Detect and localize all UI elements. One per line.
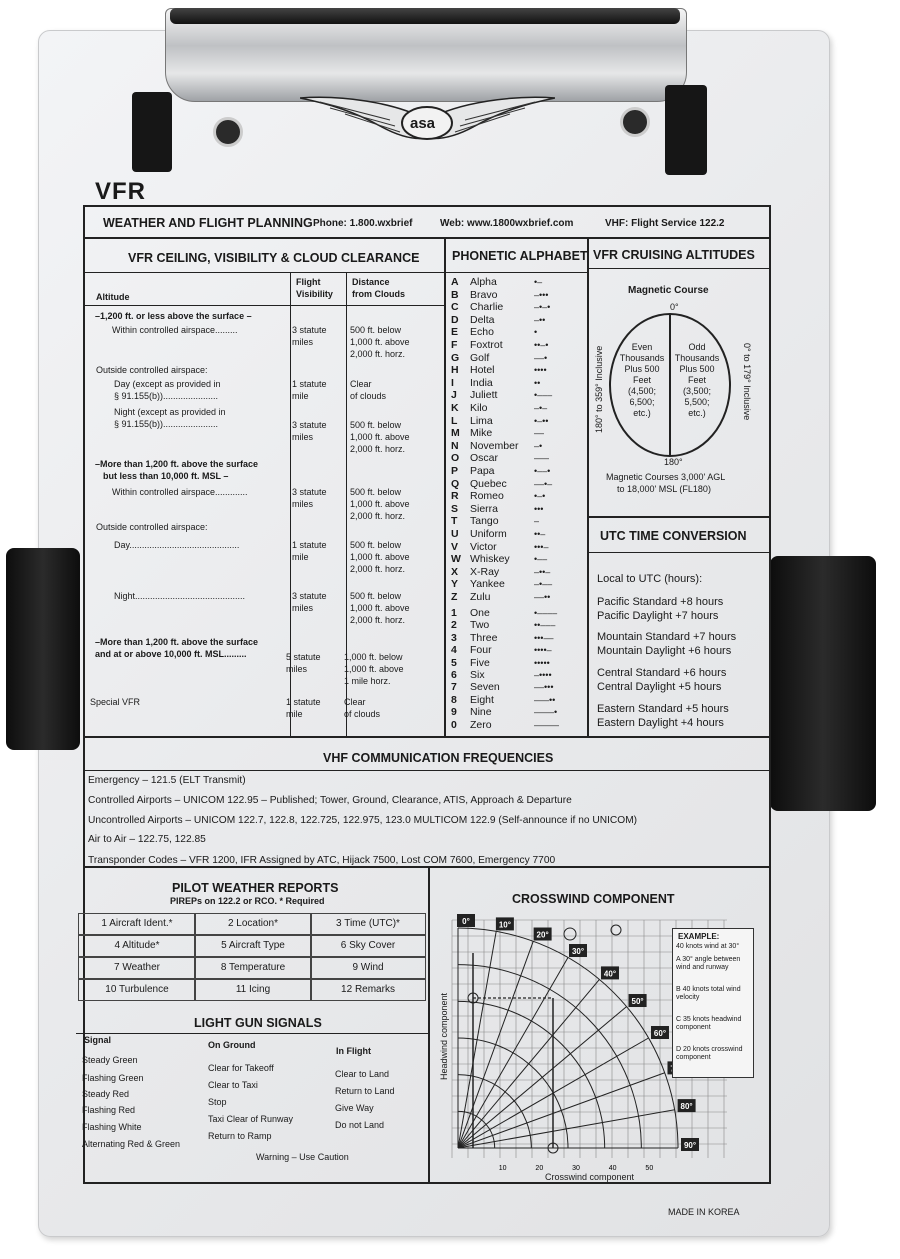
ceiling-r1-b1: Day (except as provided in: [114, 379, 221, 389]
phonetic-word: Foxtrot: [470, 339, 503, 351]
morse-code: ••••–: [534, 645, 552, 656]
angle-label: 20°: [536, 930, 549, 940]
ceiling-r1-b2-d3: 2,000 ft. horz.: [350, 444, 406, 454]
pirep-sub: PIREPs on 122.2 or RCO. * Required: [170, 896, 325, 906]
example-item: A 30° angle between wind and runway: [676, 956, 741, 971]
odd-line: Plus 500: [679, 364, 715, 374]
morse-code: –•––: [534, 579, 553, 590]
phonetic-letter: U: [451, 528, 459, 540]
utc-heading: UTC TIME CONVERSION: [600, 529, 747, 543]
angle-label: 60°: [653, 1029, 667, 1038]
phonetic-letter: B: [451, 288, 459, 301]
phonetic-letter: L: [451, 414, 458, 427]
phonetic-word: Yankee: [470, 578, 505, 591]
signal-name: Flashing White: [82, 1122, 142, 1132]
ceiling-r2-a: Within controlled airspace.............: [112, 487, 248, 497]
odd-line: 5,500;: [684, 397, 710, 407]
utc-line: Central Standard +6 hours: [597, 667, 727, 679]
phonetic-number: 3: [451, 631, 457, 644]
x-tick-label: 20: [535, 1165, 544, 1172]
ceiling-r2-b2-d2: 1,000 ft. above: [350, 603, 410, 613]
phonetic-number: 7: [451, 681, 457, 694]
phonetic-letter: E: [451, 326, 459, 339]
morse-code: ••–––: [534, 620, 556, 631]
made-in-label: MADE IN KOREA: [668, 1207, 740, 1217]
phonetic-word: X-Ray: [470, 565, 500, 578]
pirep-cell: 7 Weather: [78, 957, 196, 979]
phonetic-number: 4: [451, 644, 457, 657]
ceiling-r2-b1-d1: 500 ft. below: [350, 540, 402, 550]
left-strap: [6, 548, 80, 750]
morse-code: –––••: [534, 694, 556, 705]
phonetic-heading: PHONETIC ALPHABET: [452, 249, 588, 263]
utc-line: Central Daylight +5 hours: [597, 681, 722, 693]
ceiling-r2-a-vis: 3 statute: [292, 487, 327, 497]
phonetic-word: Whiskey: [470, 553, 510, 566]
phonetic-word: Lima: [470, 414, 493, 427]
ceiling-r2-b1-d3: 2,000 ft. horz.: [350, 564, 406, 574]
ceiling-r2-title2: but less than 10,000 ft. MSL –: [103, 471, 229, 481]
phonetic-word: Golf: [470, 351, 490, 364]
ceiling-r2-b2: Night............................................: [114, 591, 246, 601]
ceiling-r1-b1-vis2: mile: [292, 391, 309, 401]
clip-handle-right[interactable]: [665, 85, 707, 175]
phonetic-number: 8: [451, 693, 457, 706]
ceiling-r1-title: –1,200 ft. or less above the surface –: [95, 311, 252, 321]
example-marker-b: [611, 925, 621, 935]
deg-0-label: 0°: [670, 302, 679, 312]
pirep-cell: 9 Wind: [310, 957, 426, 979]
even-line: Even: [631, 342, 653, 352]
flight-action: Return to Land: [335, 1086, 395, 1096]
cruising-circle: [605, 310, 735, 460]
morse-code: –•–•: [534, 302, 551, 313]
phonetic-letter: C: [451, 301, 459, 314]
col-flight: Flight: [296, 277, 321, 287]
example-sub: 40 knots wind at 30°: [676, 943, 740, 950]
ceiling-r2-a-d3: 2,000 ft. horz.: [350, 511, 406, 521]
header-heading: WEATHER AND FLIGHT PLANNING: [103, 216, 313, 230]
col-visibility: Visibility: [296, 289, 333, 299]
morse-code: –•: [534, 440, 543, 451]
phonetic-number: 5: [451, 656, 457, 669]
phonetic-word: Papa: [470, 465, 495, 477]
pirep-cell: 2 Location*: [194, 913, 312, 935]
angle-label: 30°: [571, 947, 585, 957]
ceiling-r3-title2: and at or above 10,000 ft. MSL.........: [95, 649, 247, 659]
pirep-cell: 4 Altitude*: [78, 935, 196, 957]
phonetic-number: 9: [451, 706, 457, 719]
ceiling-r1-a-d3: 2,000 ft. horz.: [350, 349, 406, 359]
ceiling-r1-b1-ref: § 91.155(b))......................: [114, 391, 219, 401]
morse-code: ––––•: [534, 707, 558, 718]
cruising-heading: VFR CRUISING ALTITUDES: [593, 248, 755, 262]
ceiling-r1-a-vis2: miles: [292, 337, 314, 347]
lightgun-col-ground: On Ground: [208, 1040, 256, 1050]
ceiling-r3-d3: 1 mile horz.: [344, 676, 391, 686]
header-phone: Phone: 1.800.wxbrief: [313, 218, 413, 229]
x-tick-label: 10: [498, 1165, 507, 1172]
phonetic-letter: W: [451, 553, 461, 566]
pirep-cell: 8 Temperature: [194, 957, 312, 979]
even-line: Plus 500: [624, 364, 660, 374]
pirep-heading: PILOT WEATHER REPORTS: [172, 881, 339, 895]
utc-line: Eastern Daylight +4 hours: [597, 717, 724, 729]
morse-code: –••: [534, 314, 546, 325]
ceiling-r2-a-vis2: miles: [292, 499, 314, 509]
even-line: 6,500;: [629, 397, 655, 407]
morse-code: ••••: [534, 365, 547, 376]
ceiling-r1-b2-vis2: miles: [292, 432, 314, 442]
phonetic-word: Sierra: [470, 502, 499, 515]
signal-name: Alternating Red & Green: [82, 1139, 181, 1149]
phonetic-word: Echo: [470, 326, 494, 339]
ceiling-r2-b2-d1: 500 ft. below: [350, 591, 402, 601]
signal-name: Steady Green: [82, 1055, 138, 1065]
morse-code: ––•••: [534, 682, 554, 693]
vhf-line: Transponder Codes – VFR 1200, IFR Assigned by ATC, Hijack 7500, Lost COM 7600, Emergency 7700: [88, 855, 556, 866]
right-strap: [770, 556, 876, 811]
ceiling-r2-b2-vis2: miles: [292, 603, 314, 613]
ceiling-r1-b1-d2: of clouds: [350, 391, 387, 401]
vhf-line: Emergency – 121.5 (ELT Transmit): [88, 775, 246, 786]
ceiling-r2-b1-vis2: mile: [292, 552, 309, 562]
vhf-line: Controlled Airports – UNICOM 122.95 – Published; Tower, Ground, Clearance, ATIS, Approach & Departure: [88, 795, 572, 806]
pirep-cell: 5 Aircraft Type: [194, 935, 312, 957]
signal-name: Steady Red: [82, 1089, 130, 1099]
ceiling-r4-title: Special VFR: [90, 697, 141, 707]
morse-code: •––: [534, 554, 548, 565]
utc-line: Mountain Daylight +6 hours: [597, 645, 732, 657]
phonetic-letter: N: [451, 439, 459, 452]
ceiling-r1-b2: Night (except as provided in: [114, 407, 226, 417]
morse-code: ••: [534, 377, 541, 388]
ceiling-r2-a-d2: 1,000 ft. above: [350, 499, 410, 509]
phonetic-letter: I: [451, 376, 454, 389]
phonetic-word: Six: [470, 669, 485, 681]
phonetic-word: Charlie: [470, 301, 504, 314]
clip-hole-left: [213, 117, 243, 147]
col-from-clouds: from Clouds: [352, 289, 405, 299]
vhf-heading: VHF COMMUNICATION FREQUENCIES: [323, 751, 554, 765]
phonetic-number: 0: [451, 718, 457, 731]
morse-code: ––••: [534, 592, 551, 602]
asa-logo-text: asa: [410, 115, 436, 132]
example-marker-a: [564, 928, 576, 940]
col-altitude: Altitude: [96, 292, 130, 302]
ceiling-r3-vis2: miles: [286, 664, 308, 674]
phonetic-number: 1: [451, 607, 457, 619]
lightgun-col-signal: Signal: [84, 1035, 112, 1045]
odd-line: etc.): [688, 408, 706, 418]
ceiling-r1-a-vis: 3 statute: [292, 325, 327, 335]
ceiling-r1-b2-ref: § 91.155(b))......................: [114, 419, 219, 429]
morse-code: ––•: [534, 352, 548, 363]
clip-bar: [170, 8, 680, 24]
morse-code: ––•–: [534, 478, 553, 489]
morse-code: •–: [534, 277, 543, 287]
ceiling-r2-b1: Day............................................: [114, 540, 240, 550]
ceiling-r1-b1-vis: 1 statute: [292, 379, 327, 389]
morse-code: ••–: [534, 529, 546, 539]
angle-label: 80°: [680, 1102, 693, 1112]
even-line: Thousands: [619, 353, 665, 363]
vhf-line: Air to Air – 122.75, 122.85: [88, 834, 206, 845]
signal-name: Flashing Green: [82, 1073, 144, 1083]
odd-line: Feet: [687, 375, 706, 385]
phonetic-word: Victor: [470, 540, 497, 553]
even-line: (4,500;: [627, 386, 657, 396]
even-line: Feet: [632, 375, 651, 385]
phonetic-word: India: [470, 376, 493, 389]
phonetic-letter: Y: [451, 578, 459, 591]
ceiling-r4-d1: Clear: [344, 697, 366, 707]
phonetic-letter: O: [451, 452, 460, 465]
ceiling-r3-d1: 1,000 ft. below: [344, 652, 403, 662]
magnetic-course-label: Magnetic Course: [628, 285, 709, 296]
phonetic-letter: F: [451, 339, 458, 351]
crosswind-xlabel: Crosswind component: [545, 1172, 635, 1182]
phonetic-word: Zulu: [470, 591, 491, 603]
ceiling-r1-a-d1: 500 ft. below: [350, 325, 402, 335]
phonetic-letter: R: [451, 490, 459, 503]
phonetic-word: Oscar: [470, 452, 499, 465]
phonetic-letter: P: [451, 465, 459, 477]
ceiling-r3-d2: 1,000 ft. above: [344, 664, 404, 674]
morse-code: •–••: [534, 415, 549, 426]
phonetic-number: 2: [451, 619, 457, 632]
ground-action: Clear to Taxi: [208, 1080, 258, 1090]
ceiling-r2-title: –More than 1,200 ft. above the surface: [95, 459, 259, 469]
ceiling-r2-b1-d2: 1,000 ft. above: [350, 552, 410, 562]
phonetic-letter: X: [451, 565, 459, 578]
phonetic-word: Quebec: [470, 477, 507, 490]
phonetic-letter: Q: [451, 477, 460, 490]
phonetic-letter: A: [451, 276, 459, 288]
example-title: EXAMPLE:: [678, 932, 720, 941]
phonetic-word: Mike: [470, 427, 493, 440]
utc-intro: Local to UTC (hours):: [597, 573, 703, 585]
utc-line: Pacific Standard +8 hours: [597, 596, 724, 608]
phonetic-word: Four: [470, 644, 492, 657]
pirep-cell: 10 Turbulence: [78, 979, 196, 1001]
header-vhf: VHF: Flight Service 122.2: [605, 218, 725, 229]
phonetic-letter: K: [451, 402, 459, 414]
ceiling-r2-a-d1: 500 ft. below: [350, 487, 402, 497]
phonetic-word: November: [470, 439, 519, 452]
phonetic-word: Seven: [470, 681, 500, 694]
phonetic-word: Alpha: [470, 276, 497, 288]
angle-label: 50°: [631, 997, 644, 1007]
phonetic-word: Three: [470, 631, 498, 644]
example-item: C 35 knots headwind component: [676, 1016, 742, 1031]
ceiling-r1-b2-vis: 3 statute: [292, 420, 327, 430]
ceiling-r2-b: Outside controlled airspace:: [96, 522, 208, 532]
morse-code: –––––: [534, 719, 560, 730]
ground-action: Clear for Takeoff: [208, 1063, 274, 1073]
morse-code: –•–: [534, 403, 548, 413]
phonetic-word: Bravo: [470, 288, 498, 301]
morse-code: –: [534, 516, 540, 527]
phonetic-word: One: [470, 607, 490, 619]
odd-line: Thousands: [674, 353, 720, 363]
ceiling-r2-b1-vis: 1 statute: [292, 540, 327, 550]
phonetic-number: 6: [451, 669, 457, 681]
ceiling-r1-a-d2: 1,000 ft. above: [350, 337, 410, 347]
angle-label: 40°: [603, 969, 617, 979]
phonetic-letter: V: [451, 540, 459, 553]
phonetic-word: Hotel: [470, 364, 495, 377]
flight-action: Give Way: [335, 1103, 374, 1113]
phonetic-letter: M: [451, 427, 460, 440]
phonetic-word: Nine: [470, 706, 492, 719]
example-item: B 40 knots total wind velocity: [676, 986, 741, 1001]
lightgun-col-flight: In Flight: [336, 1046, 371, 1056]
ceiling-r1-b2-d2: 1,000 ft. above: [350, 432, 410, 442]
phonetic-word: Two: [470, 619, 490, 632]
signal-name: Flashing Red: [82, 1105, 136, 1115]
morse-code: –••••: [534, 670, 552, 680]
cruising-note-1: Magnetic Courses 3,000' AGL: [606, 472, 726, 482]
phonetic-word: Five: [470, 656, 490, 669]
angle-label: 0°: [462, 917, 470, 926]
morse-code: •••••: [534, 657, 550, 668]
morse-code: •••–: [534, 541, 549, 552]
vhf-line: Uncontrolled Airports – UNICOM 122.7, 122.8, 122.725, 122.975, 123.0 MULTICOM 122.9 (Self-announce if no UNICOM): [88, 815, 638, 826]
example-item: D 20 knots crosswind component: [676, 1046, 743, 1061]
phonetic-word: Tango: [470, 515, 499, 528]
cruising-note-2: to 18,000' MSL (FL180): [617, 484, 711, 494]
morse-code: •–•: [534, 491, 546, 502]
clip-handle-left[interactable]: [132, 92, 172, 172]
morse-code: •––––: [534, 608, 558, 618]
phonetic-letter: J: [451, 389, 457, 402]
crosswind-heading: CROSSWIND COMPONENT: [512, 892, 675, 906]
phonetic-letter: Z: [451, 591, 458, 603]
ceiling-r1-b1-d1: Clear: [350, 379, 372, 389]
pirep-cell: 1 Aircraft Ident.*: [78, 913, 196, 935]
ceiling-r3-vis: 5 statute: [286, 652, 321, 662]
phonetic-letter: D: [451, 313, 459, 326]
lightgun-heading: LIGHT GUN SIGNALS: [194, 1016, 322, 1030]
deg-180-label: 180°: [664, 457, 683, 467]
phonetic-word: Romeo: [470, 490, 504, 503]
left-side-label: 180° to 359° Inclusive: [594, 345, 604, 433]
morse-code: •••: [534, 503, 544, 514]
phonetic-letter: S: [451, 502, 459, 515]
ceiling-heading: VFR CEILING, VISIBILITY & CLOUD CLEARANCE: [128, 251, 420, 265]
phonetic-word: Zero: [470, 718, 492, 731]
pirep-cell: 11 Icing: [194, 979, 312, 1001]
odd-line: (3,500;: [682, 386, 712, 396]
morse-code: •: [534, 327, 538, 338]
crosswind-ylabel: Headwind component: [439, 992, 449, 1080]
right-side-label: 0° to 179° Inclusive: [742, 343, 752, 421]
ceiling-r3-title: –More than 1,200 ft. above the surface: [95, 637, 259, 647]
flight-action: Clear to Land: [335, 1069, 390, 1079]
even-line: etc.): [633, 408, 651, 418]
morse-code: •––•: [534, 466, 551, 476]
x-tick-label: 50: [645, 1165, 654, 1172]
phonetic-letter: G: [451, 351, 460, 364]
utc-line: Eastern Standard +5 hours: [597, 703, 729, 715]
ceiling-r4-d2: of clouds: [344, 709, 381, 719]
morse-code: ––: [534, 428, 545, 439]
x-tick-label: 40: [608, 1165, 617, 1172]
clip-hole-right: [620, 107, 650, 137]
ceiling-r4-vis: 1 statute: [286, 697, 321, 707]
phonetic-letter: T: [451, 515, 458, 528]
utc-line: Mountain Standard +7 hours: [597, 631, 737, 643]
angle-label: 90°: [683, 1141, 697, 1150]
ceiling-r2-b2-d3: 2,000 ft. horz.: [350, 615, 406, 625]
pirep-cell: 12 Remarks: [310, 979, 426, 1001]
phonetic-word: Uniform: [470, 528, 507, 540]
ground-action: Stop: [208, 1097, 227, 1107]
angle-label: 10°: [498, 920, 511, 930]
phonetic-word: Delta: [470, 313, 495, 326]
ceiling-r4-vis2: mile: [286, 709, 303, 719]
ceiling-r2-b2-vis: 3 statute: [292, 591, 327, 601]
phonetic-word: Kilo: [470, 402, 488, 414]
pirep-cell: 3 Time (UTC)*: [310, 913, 426, 935]
morse-code: ••–•: [534, 340, 549, 350]
morse-code: –•••: [534, 289, 549, 300]
utc-line: Pacific Daylight +7 hours: [597, 610, 719, 622]
odd-line: Odd: [688, 342, 706, 352]
phonetic-word: Juliett: [470, 389, 498, 402]
header-web: Web: www.1800wxbrief.com: [440, 218, 574, 229]
ground-action: Taxi Clear of Runway: [208, 1114, 294, 1124]
col-distance: Distance: [352, 277, 390, 287]
morse-code: •••––: [534, 632, 554, 643]
ground-action: Return to Ramp: [208, 1131, 272, 1141]
page-title: VFR: [95, 178, 146, 205]
ceiling-r1-b: Outside controlled airspace:: [96, 365, 208, 375]
ceiling-r1-a: Within controlled airspace.........: [112, 325, 238, 335]
ceiling-r1-b2-d1: 500 ft. below: [350, 420, 402, 430]
phonetic-word: Eight: [470, 693, 494, 706]
x-tick-label: 30: [572, 1165, 580, 1172]
phonetic-letter: H: [451, 364, 459, 377]
pirep-cell: 6 Sky Cover: [310, 935, 426, 957]
morse-code: –––: [534, 453, 550, 464]
lightgun-footer: Warning – Use Caution: [256, 1152, 349, 1162]
morse-code: –••–: [534, 566, 551, 577]
flight-action: Do not Land: [335, 1120, 385, 1130]
morse-code: •–––: [534, 390, 553, 401]
